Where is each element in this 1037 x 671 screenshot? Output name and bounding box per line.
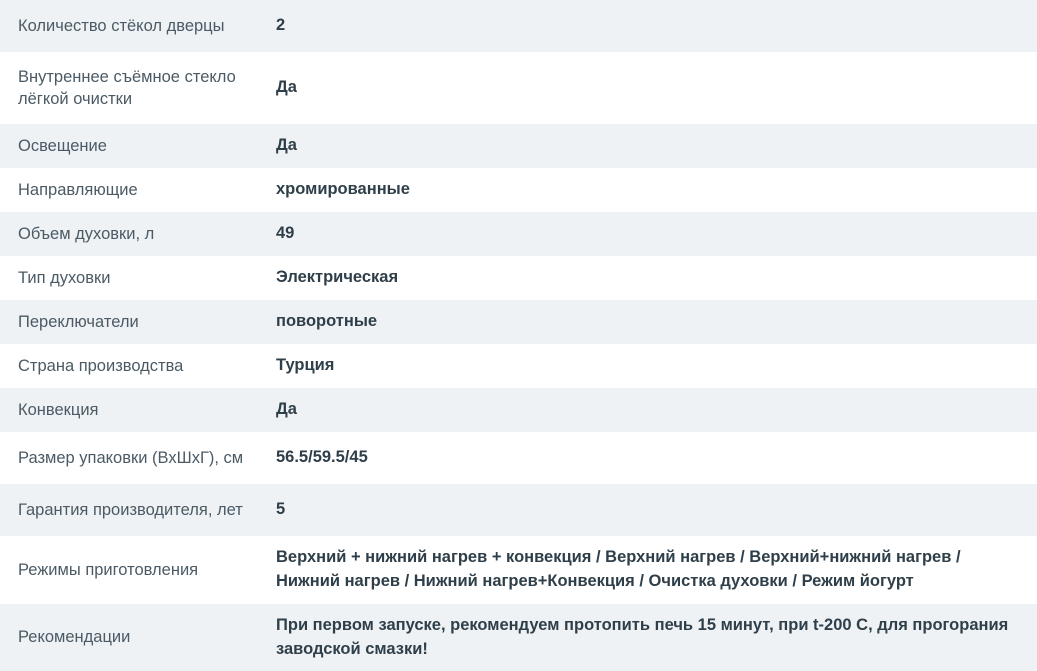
spec-label: Переключатели bbox=[18, 312, 139, 331]
table-row bbox=[0, 256, 1037, 300]
spec-value: Да bbox=[276, 78, 297, 97]
spec-label: Страна производства bbox=[18, 356, 184, 375]
spec-value: Верхний + нижний нагрев + конвекция / Верхний нагрев / Верхний+нижний нагрев / Нижний нагрев / Нижний нагрев+Конвекция / Очистка духовки / Режим йогурт bbox=[276, 547, 961, 590]
table-row bbox=[0, 344, 1037, 388]
spec-value: Турция bbox=[276, 356, 335, 375]
table-row bbox=[0, 0, 1037, 52]
spec-label: Освещение bbox=[18, 137, 107, 156]
spec-value: Электрическая bbox=[276, 268, 399, 287]
table-row bbox=[0, 536, 1037, 604]
spec-value: При первом запуске, рекомендуем протопить печь 15 минут, при t-200 C, для прогорания заводской смазки! bbox=[276, 615, 1009, 658]
spec-value: Да bbox=[276, 136, 297, 155]
spec-value: 2 bbox=[276, 16, 286, 34]
spec-value: 49 bbox=[276, 224, 295, 243]
spec-label: Размер упаковки (ВхШхГ), см bbox=[18, 448, 244, 467]
table-row bbox=[0, 432, 1037, 484]
spec-value: хромированные bbox=[276, 180, 410, 199]
spec-value: 56.5/59.5/45 bbox=[276, 447, 368, 466]
spec-label: Объем духовки, л bbox=[18, 225, 155, 244]
table-row bbox=[0, 212, 1037, 256]
spec-label: Режимы приготовления bbox=[18, 560, 199, 579]
spec-label: Внутреннее съёмное стекло лёгкой очистки bbox=[18, 67, 236, 109]
spec-label: Количество стёкол дверцы bbox=[18, 16, 225, 35]
table-row bbox=[0, 484, 1037, 536]
table-row bbox=[0, 124, 1037, 168]
table-row bbox=[0, 52, 1037, 125]
spec-label: Тип духовки bbox=[18, 269, 111, 288]
table-row bbox=[0, 388, 1037, 432]
spec-label: Направляющие bbox=[18, 181, 138, 200]
spec-label: Конвекция bbox=[18, 400, 99, 419]
table-row bbox=[0, 300, 1037, 344]
spec-value: Да bbox=[276, 399, 297, 418]
table-row bbox=[0, 168, 1037, 212]
spec-value: поворотные bbox=[276, 312, 378, 331]
spec-value: 5 bbox=[276, 499, 286, 518]
spec-label: Рекомендации bbox=[18, 628, 131, 647]
spec-label: Гарантия производителя, лет bbox=[18, 500, 243, 519]
table-row bbox=[0, 604, 1037, 671]
